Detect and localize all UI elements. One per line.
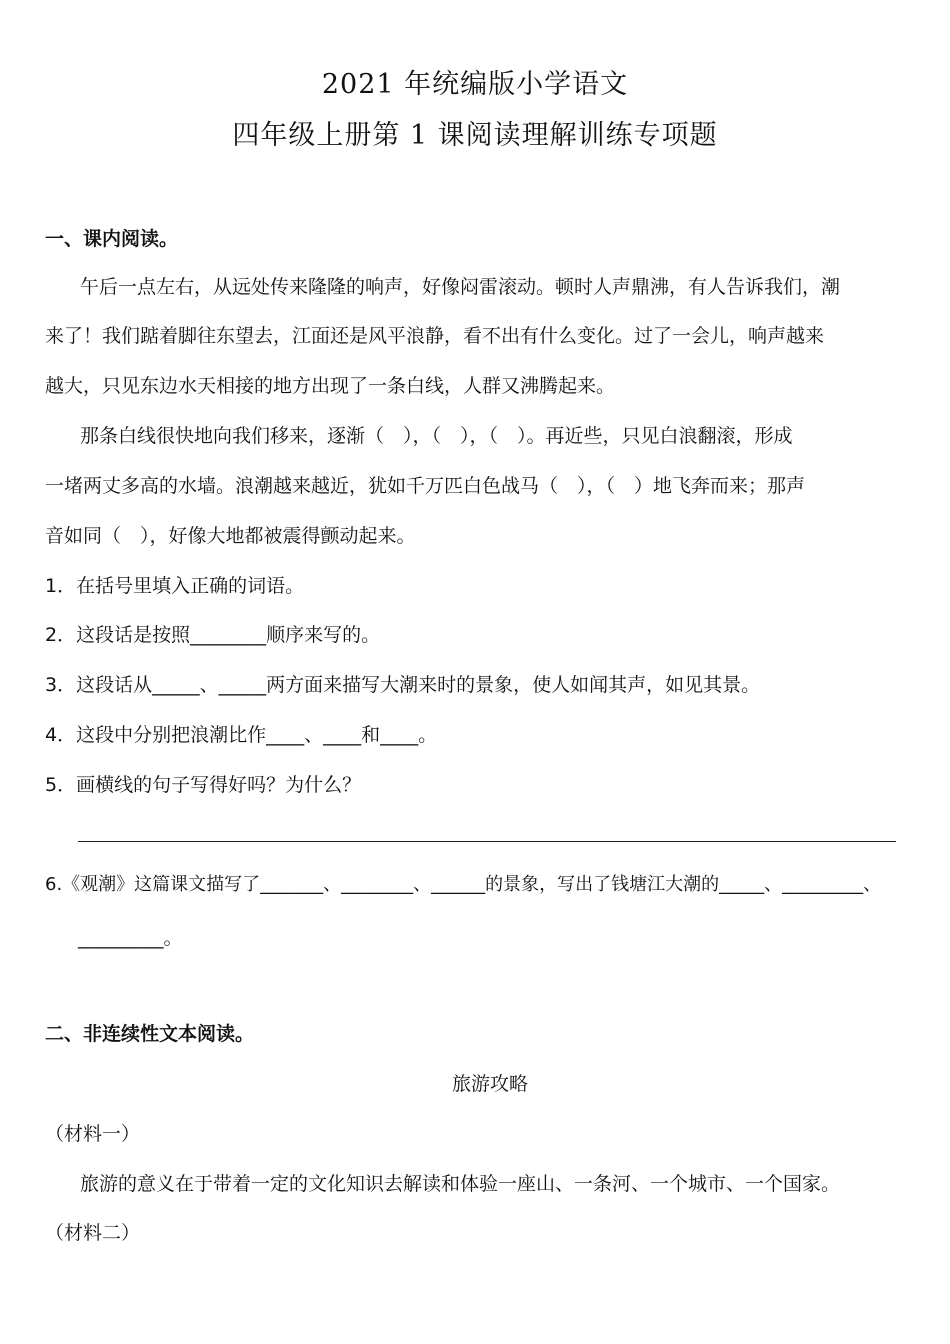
passage-para1-line1: 午后一点左右，从远处传来隆隆的响声，好像闷雷滚动。顿时人声鼎沸，有人告诉我们，潮 <box>80 276 841 298</box>
travel-guide-subtitle: 旅游攻略 <box>451 1073 528 1095</box>
material1-text: 旅游的意义在于带着一定的文化知识去解读和体验一座山、一条河、一个城市、一个国家。 <box>80 1173 841 1195</box>
passage-para2-line2: 一堵两丈多高的水墙。浪潮越来越近，犹如千万匹白色战马（ ），（ ）地飞奔而来；那声 <box>45 475 806 497</box>
answer-line-q5[interactable] <box>78 841 896 842</box>
material2-label: （材料二） <box>45 1222 141 1244</box>
material1-label: （材料一） <box>45 1123 141 1145</box>
section2-heading: 二、非连续性文本阅读。 <box>45 1023 255 1045</box>
passage-para2-line3: 音如同（ ），好像大地都被震得颤动起来。 <box>45 525 416 547</box>
passage-para1-line3: 越大，只见东边水天相接的地方出现了一条白线，人群又沸腾起来。 <box>45 375 616 397</box>
passage-para1-line2: 来了！我们踮着脚往东望去，江面还是风平浪静，看不出有什么变化。过了一会儿，响声越来 <box>45 325 825 347</box>
question-4: 4．这段中分别把浪潮比作____、____和____。 <box>45 724 438 746</box>
question-6-line1: 6.《观潮》这篇课文描写了_______、________、______的景象，写出了钱塘江大潮的_____、_________、 <box>45 874 882 895</box>
question-6-line2: _________。 <box>78 927 183 949</box>
question-2: 2．这段话是按照________顺序来写的。 <box>45 624 381 646</box>
question-5: 5．画横线的句子写得好吗？为什么？ <box>45 774 362 796</box>
worksheet-title-line2: 四年级上册第 1 课阅读理解训练专项题 <box>232 120 718 151</box>
section1-heading: 一、课内阅读。 <box>45 228 179 250</box>
question-1: 1．在括号里填入正确的词语。 <box>45 575 305 597</box>
worksheet-title-line1: 2021 年统编版小学语文 <box>321 69 629 100</box>
passage-para2-line1: 那条白线很快地向我们移来，逐渐（ ），（ ），（ ）。再近些，只见白浪翻滚，形成 <box>80 425 793 447</box>
question-3: 3．这段话从_____、_____两方面来描写大潮来时的景象，使人如闻其声，如见其景。 <box>45 674 761 696</box>
